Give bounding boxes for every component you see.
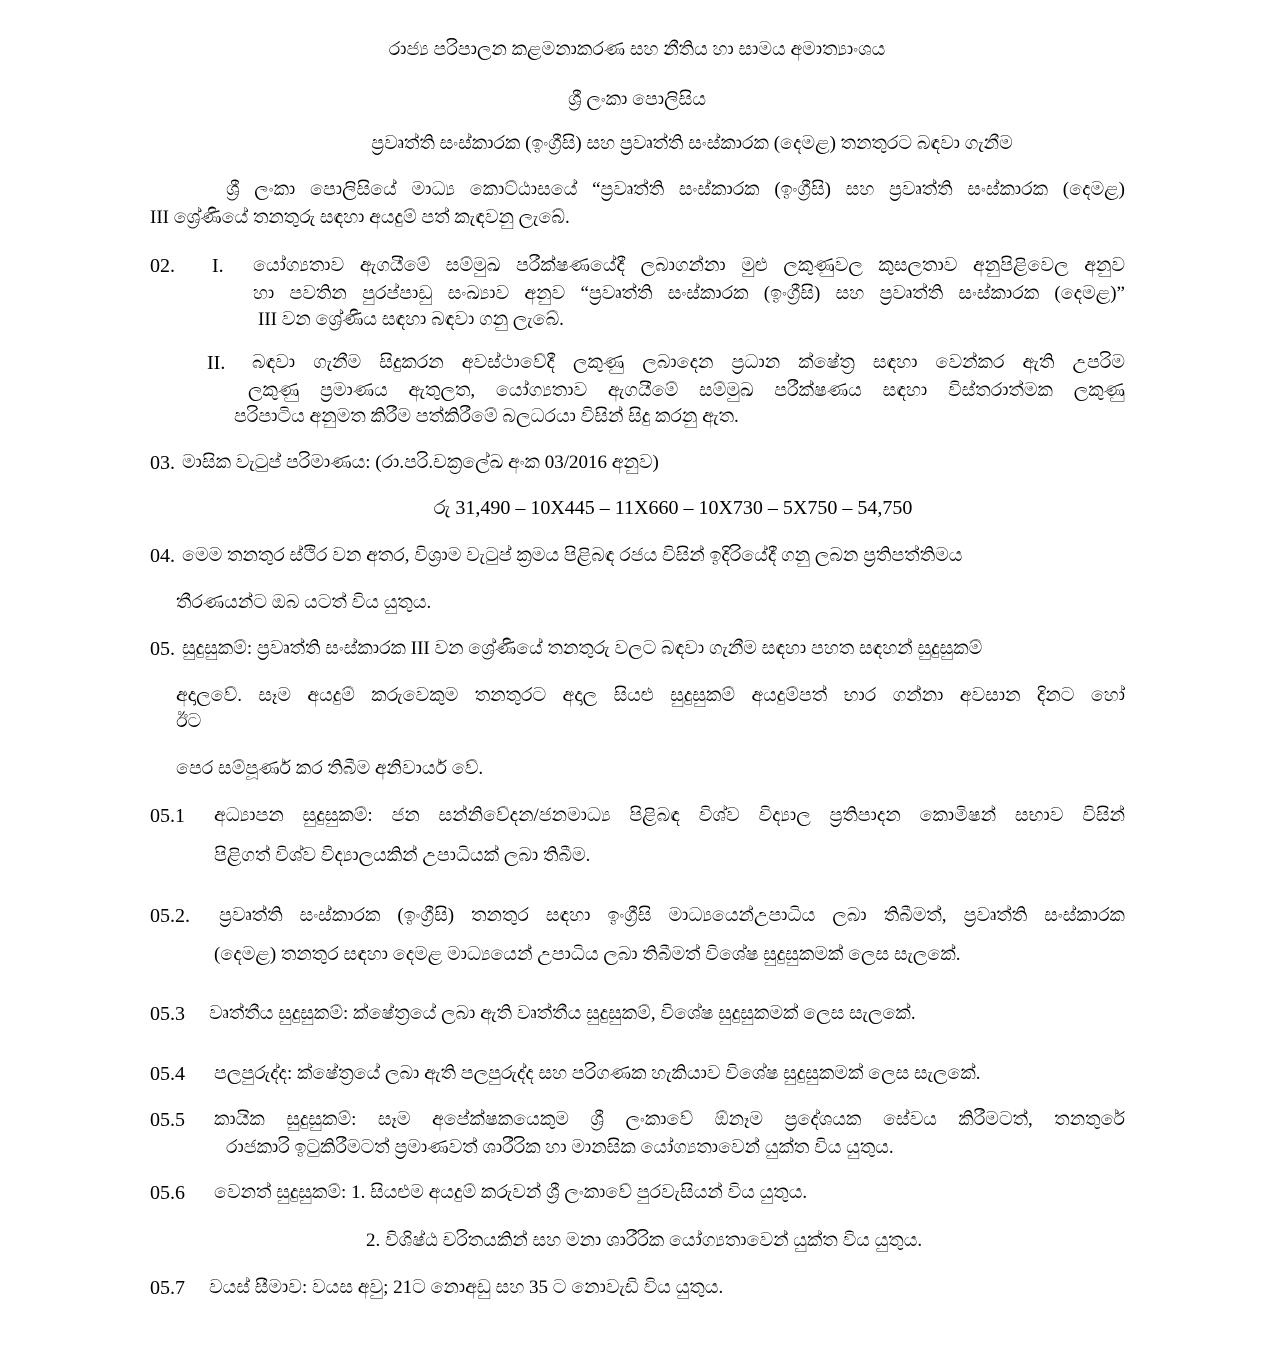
qualification-number: 05.2. [150,905,190,927]
qualification-line: රාජකාරි ඉටුකිරීමටත් ප්‍රමාණවත් ශාරීරික හා මානසික යෝග්‍යතාවෙන් යුක්ත විය යුතුය. [226,1137,894,1158]
qualification-line: පිළිගත් විශ්ව විද්‍යාලයකින් උපාධියක් ලබා තිබීම. [214,845,591,866]
salary-scale-heading: මාසික වැටුප් පරිමාණය: (රා.පරි.චක්‍රලේඛ අංක 03/2016 අනුව) [182,452,659,473]
qualification-line: අධ්‍යාපන සුදුසුකම්: ජන සන්නිවේදන/ජනමාධ්‍ය පිළිබඳ විශ්ව විද්‍යාල ප්‍රතිපාදන කොමිෂන් සභාව විසින් [214,805,1125,826]
qualification-line: වෙනත් සුදුසුකම්: 1. සියළුම අයදුම් කරුවන් ශ්‍රී ලංකාවේ පුරවැසියන් විය යුතුය. [214,1182,808,1203]
qualification-number: 05.4 [150,1063,185,1085]
item-ii-line: බඳවා ගැනීම සිදුකරන අවස්ථාවේදී ලකුණු ලබාදෙන ප්‍රධාන ක්ෂේත්‍ර සඳහා වෙන්කර ඇති උපරිම [252,352,1125,373]
document-title: ප්‍රවෘත්ති සංස්කාරක (ඉංග්‍රීසි) සහ ප්‍රවෘත්ති සංස්කාරක (දෙමළ) තනතුරට බඳවා ගැනීම [371,133,1013,154]
section-03-number: 03. [150,452,175,474]
item-i-line: යෝග්‍යතාව ඇගයීමේ සම්මුඛ පරීක්ෂණයේදී ලබාගන්නා මුළු ලකුණුවල කුසලතාව අනුපිළිවෙල අනුව [253,255,1125,276]
item-ii-line: පරිපාටිය අනුමත කිරීම පත්කිරීමේ බලධරයා විසින් සිදු කරනු ඇත. [234,406,739,427]
section-04-line: මෙම තනතුර ස්ථිර වන අතර, විශ්‍රාම වැටුප් ක්‍රමය පිළිබඳ රජය විසින් ඉදිරියේදී ගනු ලබන ප්‍රතිපත්තිමය [182,545,963,566]
qualification-line: කායික සුදුසුකම්: සෑම අපේක්ෂකයෙකුම ශ්‍රී ලංකාවේ ඕනෑම ප්‍රදේශයක සේවය කිරීමටත්, තනතුරේ [214,1109,1125,1130]
item-i-line: III වන ශ්‍රේණිය සඳහා බඳවා ගනු ලැබේ. [258,309,564,330]
item-ii-line: ලකුණු ප්‍රමාණය ඇතුලත, යෝග්‍යතාව ඇගයීමේ සම්මුඛ පරීක්ෂණය සඳහා විස්තරාත්මක ලකුණු [248,380,1125,401]
qualification-line: වයස් සීමාව: වයස අවු; 21ට නොඅඩු සහ 35 ට නොවැඩි විය යුතුය. [209,1277,724,1298]
department-heading: ශ්‍රී ලංකා පොලිසිය [568,89,706,110]
qualification-line: (දෙමළ) තනතුර සඳහා දෙමළ මාධ්‍යයෙන් උපාධිය ලබා තිබීමත් විශේෂ සුදුසුකමක් ලෙස සැලකේ. [214,944,961,965]
section-05-line: පෙර සම්පූර්ණ කර තිබීම අනිවාර්ය වේ. [176,758,484,779]
qualification-number: 05.5 [150,1109,185,1131]
item-ii-marker: II. [207,352,226,374]
item-i-line: හා පවතින පුරප්පාඩු සංඛ්‍යාව අනුව “ප්‍රවෘත්ති සංස්කාරක (ඉංග්‍රීසි) සහ ප්‍රවෘත්ති සංස්කාරක (දෙමළ)” [253,283,1125,304]
qualification-line: වෘත්තීය සුදුසුකම්: ක්ෂේත්‍රයේ ලබා ඇති වෘත්තීය සුදුසුකම්, විශේෂ සුදුසුකමක් ලෙස සැලකේ. [209,1003,916,1024]
section-02-number: 02. [150,255,175,277]
qualification-number: 05.1 [150,805,185,827]
section-05-line: සුදුසුකම්: ප්‍රවෘත්ති සංස්කාරක III වන ශ්‍රේණියේ තනතුරු වලට බඳවා ගැනීම සඳහා පහත සඳහන් සුදුසුකම් [182,638,983,659]
intro-line: III ශ්‍රේණියේ තනතුරු සඳහා අයදුම් පත් කැඳවනු ලැබේ. [150,207,570,228]
qualification-line: 2. විශිෂ්ඨ චරිතයකින් සහ මනා ශාරීරික යෝග්‍යතාවෙන් යුක්ත විය යුතුය. [366,1230,923,1251]
section-04-line: තීරණයන්ට ඔබ යටත් විය යුතුය. [176,592,432,613]
ministry-heading: රාජ්‍ය පරිපාලන කළමනාකරණ සහ නීතිය හා සාමය අමාත්‍යාංශය [388,39,886,60]
qualification-number: 05.3 [150,1003,185,1025]
qualification-number: 05.6 [150,1182,185,1204]
qualification-line: පලපුරුද්ද: ක්ෂේත්‍රයේ ලබා ඇති පලපුරුද්ද සහ පරිගණක හැකියාව විශේෂ සුදුසුකමක් ලෙස සැලකේ. [214,1063,981,1084]
salary-scale: රු 31,490 – 10X445 – 11X660 – 10X730 – 5X750 – 54,750 [433,497,913,519]
section-05-line: අදාලවේ. සෑම අයදුම් කරුවෙකුම තනතුරට අදාල සියළු සුදුසුකම් අයදුම්පත් භාර ගන්නා අවසාන දිනට හෝ [176,685,1125,706]
qualification-number: 05.7 [150,1277,185,1299]
section-05-line: ඊට [176,711,202,732]
qualification-line: ප්‍රවෘත්ති සංස්කාරක (ඉංග්‍රීසි) තනතුර සඳහා ඉංග්‍රීසි මාධ්‍යයෙන්උපාධිය ලබා තිබීමත්, ප්‍රවෘත්ති සංස්කාරක [219,905,1125,926]
section-04-number: 04. [150,545,175,567]
intro-line: ශ්‍රී ලංකා පොලිසියේ මාධ්‍ය කොට්ඨාසයේ “ප්‍රවෘත්ති සංස්කාරක (ඉංග්‍රීසි) සහ ප්‍රවෘත්ති සංස්කාරක (දෙමළ) [226,179,1125,200]
item-i-marker: I. [212,255,224,277]
section-05-number: 05. [150,638,175,660]
